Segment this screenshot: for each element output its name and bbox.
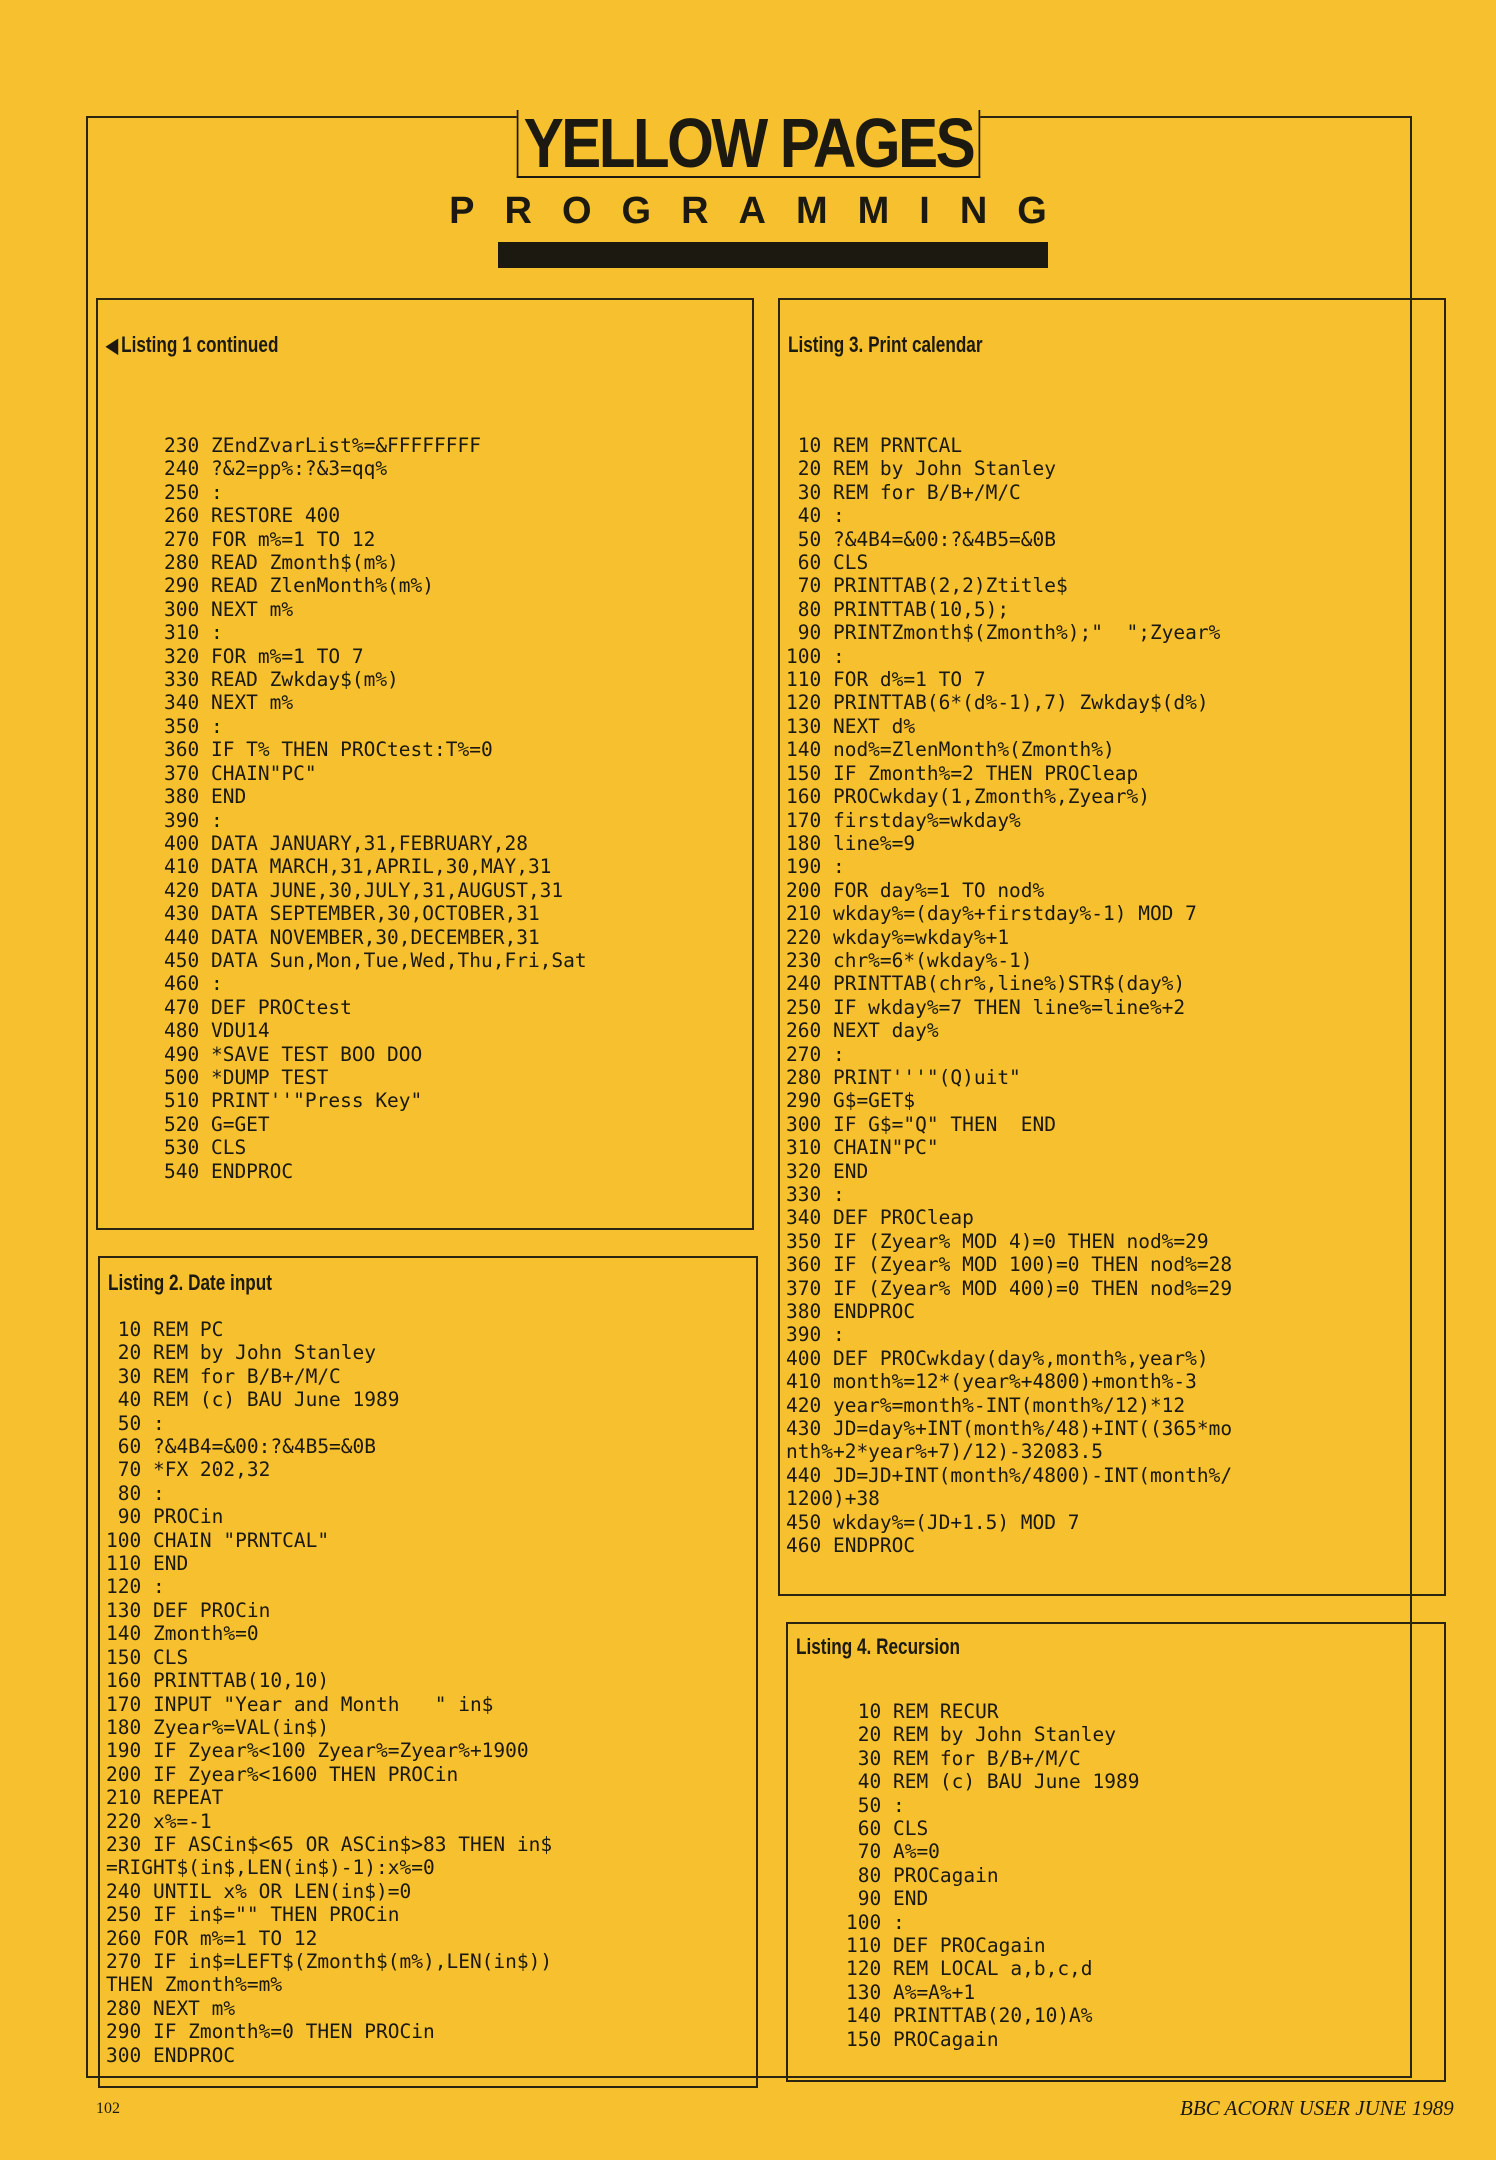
code-line: 320 END (786, 1159, 869, 1183)
listing-1-panel (96, 298, 754, 1230)
code-line: 230 ZEndZvarList%=&FFFFFFFF (164, 434, 481, 457)
code-line: 120 : (106, 1575, 165, 1599)
code-line: 330 : (786, 1183, 845, 1206)
code-line: 250 IF in$="" THEN PROCin (106, 1903, 400, 1927)
code-line: 380 END (164, 785, 247, 809)
code-line: 100 : (846, 1910, 905, 1934)
code-line: 440 JD=JD+INT(month%/4800)-INT(month%/ (786, 1463, 1233, 1487)
code-line: 170 INPUT "Year and Month " in$ (106, 1692, 494, 1716)
code-line: 290 G$=GET$ (786, 1089, 916, 1113)
listing-1-heading: ◀ Listing 1 continued (106, 332, 279, 357)
code-line: 260 NEXT day% (786, 1019, 939, 1043)
code-line: 180 Zyear%=VAL(in$) (106, 1715, 330, 1739)
code-line: 300 NEXT m% (164, 597, 294, 621)
code-line: 60 CLS (846, 1817, 929, 1841)
code-line: 400 DATA JANUARY,31,FEBRUARY,28 (164, 831, 528, 855)
code-line: 20 REM by John Stanley (846, 1723, 1117, 1747)
code-line: 240 PRINTTAB(chr%,line%)STR$(day%) (786, 972, 1186, 996)
code-line: 270 : (786, 1042, 845, 1066)
code-line: 390 : (164, 808, 223, 832)
code-line: 150 PROCagain (846, 2027, 999, 2051)
code-line: 220 wkday%=wkday%+1 (786, 925, 1010, 949)
code-line: THEN Zmonth%=m% (106, 1973, 283, 1997)
code-line: 150 CLS (106, 1645, 189, 1669)
code-line: 80 PROCagain (846, 1863, 999, 1887)
listing-4-heading: Listing 4. Recursion (796, 1634, 961, 1659)
code-line: 430 DATA SEPTEMBER,30,OCTOBER,31 (164, 902, 540, 926)
code-line: 450 wkday%=(JD+1.5) MOD 7 (786, 1510, 1080, 1534)
code-line: 30 REM for B/B+/M/C (786, 480, 1021, 504)
code-line: 350 IF (Zyear% MOD 4)=0 THEN nod%=29 (786, 1229, 1209, 1253)
code-line: 130 NEXT d% (786, 714, 916, 738)
code-line: 460 ENDPROC (786, 1534, 916, 1558)
page-number: 102 (96, 2100, 120, 2117)
code-line: 90 PRINTZmonth$(Zmonth%);" ";Zyear% (786, 621, 1221, 645)
code-line: 340 DEF PROCleap (786, 1206, 974, 1230)
code-line: 460 : (164, 972, 223, 996)
code-line: 110 END (106, 1552, 189, 1576)
code-line: nth%+2*year%+7)/12)-32083.5 (786, 1440, 1103, 1464)
code-line: 310 CHAIN"PC" (786, 1136, 939, 1160)
listing-3-panel (778, 298, 1446, 1596)
code-line: 400 DEF PROCwkday(day%,month%,year%) (786, 1346, 1209, 1370)
code-line: 190 : (786, 855, 845, 879)
code-line: 70 PRINTTAB(2,2)Ztitle$ (786, 574, 1068, 598)
code-line: 420 DATA JUNE,30,JULY,31,AUGUST,31 (164, 878, 564, 902)
code-line: 40 : (786, 504, 845, 528)
code-line: 20 REM by John Stanley (106, 1341, 377, 1365)
magazine-footer: BBC ACORN USER JUNE 1989 (1180, 2096, 1454, 2120)
code-line: 480 VDU14 (164, 1019, 270, 1043)
code-line: 230 IF ASCin$<65 OR ASCin$>83 THEN in$ (106, 1832, 553, 1856)
code-line: 110 FOR d%=1 TO 7 (786, 668, 986, 692)
code-line: 10 REM RECUR (846, 1700, 999, 1723)
code-line: 10 REM PC (106, 1318, 224, 1341)
code-line: 50 ?&4B4=&00:?&4B5=&0B (786, 527, 1057, 551)
code-line: 120 REM LOCAL a,b,c,d (846, 1957, 1093, 1981)
code-line: 370 CHAIN"PC" (164, 761, 317, 785)
code-line: 20 REM by John Stanley (786, 457, 1057, 481)
code-line: 300 ENDPROC (106, 2043, 236, 2067)
code-line: 410 month%=12*(year%+4800)+month%-3 (786, 1370, 1197, 1394)
code-line: 80 : (106, 1481, 165, 1505)
code-line: 260 RESTORE 400 (164, 504, 341, 528)
code-line: =RIGHT$(in$,LEN(in$)-1):x%=0 (106, 1856, 435, 1880)
code-line: 540 ENDPROC (164, 1159, 294, 1183)
code-line: 50 : (106, 1411, 165, 1435)
code-line: 190 IF Zyear%<100 Zyear%=Zyear%+1900 (106, 1739, 529, 1763)
code-line: 330 READ Zwkday$(m%) (164, 668, 399, 692)
code-line: 320 FOR m%=1 TO 7 (164, 644, 364, 668)
code-line: 30 REM for B/B+/M/C (846, 1746, 1081, 1770)
code-line: 450 DATA Sun,Mon,Tue,Wed,Thu,Fri,Sat (164, 948, 587, 972)
code-line: 140 nod%=ZlenMonth%(Zmonth%) (786, 738, 1115, 762)
code-line: 370 IF (Zyear% MOD 400)=0 THEN nod%=29 (786, 1276, 1233, 1300)
listing-2-code (106, 1318, 552, 2067)
code-line: 50 : (846, 1793, 905, 1817)
code-line: 120 PRINTTAB(6*(d%-1),7) Zwkday$(d%) (786, 691, 1209, 715)
code-line: 510 PRINT''"Press Key" (164, 1089, 423, 1113)
left-arrow-icon: ◀ (106, 335, 119, 357)
code-line: 310 : (164, 621, 223, 645)
code-line: 260 FOR m%=1 TO 12 (106, 1926, 318, 1950)
listing-2-panel (98, 1256, 758, 2088)
code-line: 390 : (786, 1323, 845, 1347)
masthead (0, 104, 1496, 182)
code-line: 110 DEF PROCagain (846, 1934, 1046, 1958)
listing-1-code (164, 434, 587, 1183)
code-line: 240 ?&2=pp%:?&3=qq% (164, 457, 388, 481)
code-line: 150 IF Zmonth%=2 THEN PROCleap (786, 761, 1139, 785)
listing-2-heading: Listing 2. Date input (108, 1270, 272, 1295)
code-line: 40 REM (c) BAU June 1989 (846, 1770, 1140, 1794)
code-line: 140 PRINTTAB(20,10)A% (846, 2004, 1093, 2028)
code-line: 290 IF Zmonth%=0 THEN PROCin (106, 2020, 435, 2044)
code-line: 420 year%=month%-INT(month%/12)*12 (786, 1393, 1186, 1417)
code-line: 210 wkday%=(day%+firstday%-1) MOD 7 (786, 902, 1197, 926)
code-line: 100 CHAIN "PRNTCAL" (106, 1528, 330, 1552)
code-line: 270 IF in$=LEFT$(Zmonth$(m%),LEN(in$)) (106, 1949, 553, 1973)
code-line: 300 IF G$="Q" THEN END (786, 1112, 1057, 1136)
code-line: 90 PROCin (106, 1505, 224, 1529)
code-line: 200 IF Zyear%<1600 THEN PROCin (106, 1762, 459, 1786)
code-line: 500 *DUMP TEST (164, 1065, 329, 1089)
listing-3-heading: Listing 3. Print calendar (788, 332, 983, 357)
code-line: 70 A%=0 (846, 1840, 940, 1864)
code-line: 250 IF wkday%=7 THEN line%=line%+2 (786, 995, 1186, 1019)
code-line: 90 END (846, 1887, 929, 1911)
code-line: 490 *SAVE TEST BOO DOO (164, 1042, 423, 1066)
code-line: 220 x%=-1 (106, 1809, 212, 1833)
code-line: 520 G=GET (164, 1112, 270, 1136)
section-title: YELLOW PAGES (516, 110, 979, 178)
code-line: 80 PRINTTAB(10,5); (786, 597, 1010, 621)
code-line: 240 UNTIL x% OR LEN(in$)=0 (106, 1879, 412, 1903)
listing-4-code (846, 1700, 1140, 2051)
code-line: 410 DATA MARCH,31,APRIL,30,MAY,31 (164, 855, 552, 879)
code-line: 10 REM PRNTCAL (786, 434, 963, 457)
code-line: 200 FOR day%=1 TO nod% (786, 878, 1045, 902)
code-line: 290 READ ZlenMonth%(m%) (164, 574, 435, 598)
code-line: 250 : (164, 480, 223, 504)
code-line: 360 IF T% THEN PROCtest:T%=0 (164, 738, 493, 762)
code-line: 60 CLS (786, 551, 869, 575)
code-line: 360 IF (Zyear% MOD 100)=0 THEN nod%=28 (786, 1253, 1233, 1277)
code-line: 140 Zmonth%=0 (106, 1622, 259, 1646)
title-rule-bar (498, 242, 1048, 268)
code-line: 130 A%=A%+1 (846, 1980, 976, 2004)
code-line: 350 : (164, 714, 223, 738)
code-line: 440 DATA NOVEMBER,30,DECEMBER,31 (164, 925, 540, 949)
code-line: 1200)+38 (786, 1487, 880, 1511)
code-line: 60 ?&4B4=&00:?&4B5=&0B (106, 1435, 377, 1459)
code-line: 40 REM (c) BAU June 1989 (106, 1388, 400, 1412)
code-line: 530 CLS (164, 1136, 247, 1160)
code-line: 470 DEF PROCtest (164, 995, 352, 1019)
code-line: 160 PRINTTAB(10,10) (106, 1669, 330, 1693)
listing-3-code (786, 434, 1232, 1558)
code-line: 160 PROCwkday(1,Zmonth%,Zyear%) (786, 785, 1150, 809)
code-line: 270 FOR m%=1 TO 12 (164, 527, 376, 551)
code-line: 170 firstday%=wkday% (786, 808, 1021, 832)
code-line: 380 ENDPROC (786, 1300, 916, 1324)
section-subtitle: PROGRAMMING (449, 190, 1077, 232)
code-line: 70 *FX 202,32 (106, 1458, 271, 1482)
code-line: 230 chr%=6*(wkday%-1) (786, 948, 1033, 972)
listing-4-panel (786, 1622, 1446, 2082)
code-line: 280 NEXT m% (106, 1996, 236, 2020)
code-line: 210 REPEAT (106, 1786, 224, 1810)
code-line: 280 READ Zmonth$(m%) (164, 551, 399, 575)
code-line: 130 DEF PROCin (106, 1598, 271, 1622)
code-line: 280 PRINT'''"(Q)uit" (786, 1065, 1021, 1089)
code-line: 340 NEXT m% (164, 691, 294, 715)
code-line: 100 : (786, 644, 845, 668)
code-line: 430 JD=day%+INT(month%/48)+INT((365*mo (786, 1417, 1233, 1441)
code-line: 180 line%=9 (786, 831, 916, 855)
code-line: 30 REM for B/B+/M/C (106, 1364, 341, 1388)
